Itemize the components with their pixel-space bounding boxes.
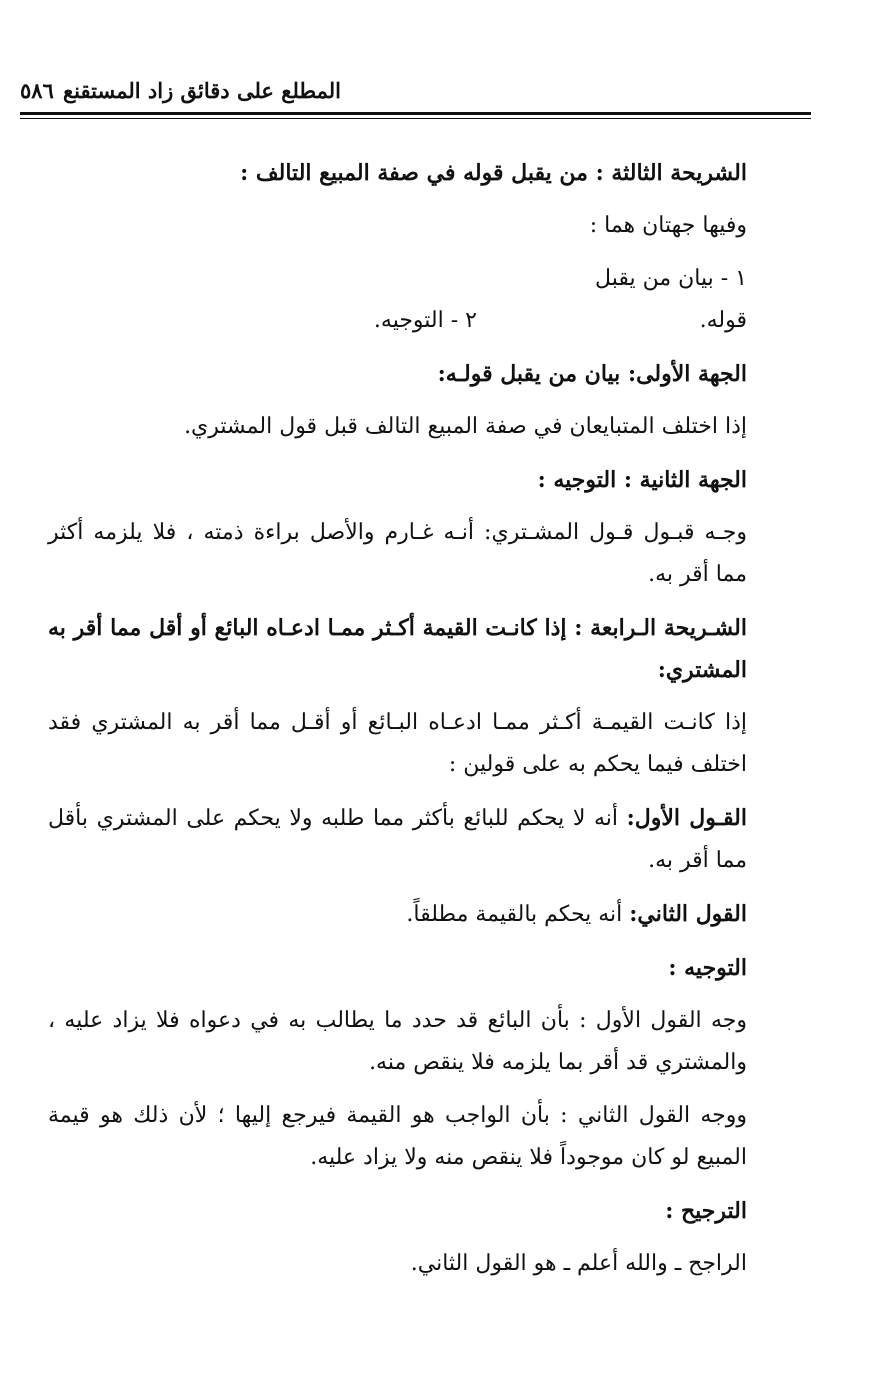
paragraph-aspects: وفيها جهتان هما : (589, 213, 747, 238)
paragraph-second-opinion (48, 893, 775, 936)
first-opinion-label: القـول الأول: (626, 805, 747, 831)
second-opinion-label: القول الثاني: (629, 901, 747, 927)
page-number: ٥٨٦ (20, 78, 54, 103)
paragraph-conclusion: الراجح ـ والله أعلم ـ هو القول الثاني. (410, 1251, 747, 1276)
list-item-2: ٢ - التوجيه. (373, 308, 477, 333)
page-body (48, 152, 775, 1296)
header-rule-thick (20, 112, 811, 115)
header-rule-thin (20, 118, 811, 119)
subheading-justification: التوجيه : (668, 955, 747, 981)
section-heading-third: الشريحة الثالثة : من يقبل قوله في صفة المبيع التالف : (240, 160, 747, 186)
list-item-1: ١ - بيان من يقبل قوله. (595, 266, 747, 333)
subheading-first-aspect: الجهة الأولى: بيان من يقبل قولـه: (437, 361, 747, 387)
paragraph-first-opinion (48, 797, 775, 882)
paragraph-disagreement: إذا كانـت القيمـة أكـثر ممـا ادعـاه البـائع أو أقـل مما أقر به المشتري فقد اختلف فيما يحكم به على قولين : (48, 710, 747, 777)
running-header (20, 70, 811, 116)
section-heading-fourth: الشـريحة الـرابعة : إذا كانـت القيمة أكـثر ممـا ادعـاه البائع أو أقل مما أقر به المشتري: (48, 615, 747, 683)
paragraph-justification: وجـه قبـول قـول المشـتري: أنـه غـارم والأصل براءة ذمته ، فلا يلزمه أكثر مما أقر به. (48, 520, 747, 587)
subheading-second-aspect: الجهة الثانية : التوجيه : (537, 467, 747, 493)
second-opinion-text: أنه يحكم بالقيمة مطلقاً. (406, 902, 623, 927)
numbered-list (48, 258, 775, 342)
first-opinion-text: أنه لا يحكم للبائع بأكثر مما طلبه ولا يحكم على المشتري بأقل مما أقر به. (48, 806, 747, 873)
paragraph-first-justification: وجه القول الأول : بأن البائع قد حدد ما يطالب به في دعواه فلا يزاد عليه ، والمشتري قد أقر بما يلزمه فلا ينقص منه. (48, 1008, 747, 1075)
book-title: المطلع على دقائق زاد المستقنع (62, 78, 341, 103)
subheading-preference: الترجيح : (665, 1198, 747, 1224)
paragraph-ruling: إذا اختلف المتبايعان في صفة المبيع التالف قبل قول المشتري. (184, 414, 747, 439)
paragraph-second-justification: ووجه القول الثاني : بأن الواجب هو القيمة فيرجع إليها ؛ لأن ذلك هو قيمة المبيع لو كان موجوداً فلا ينقص منه ولا يزاد عليه. (48, 1103, 747, 1170)
